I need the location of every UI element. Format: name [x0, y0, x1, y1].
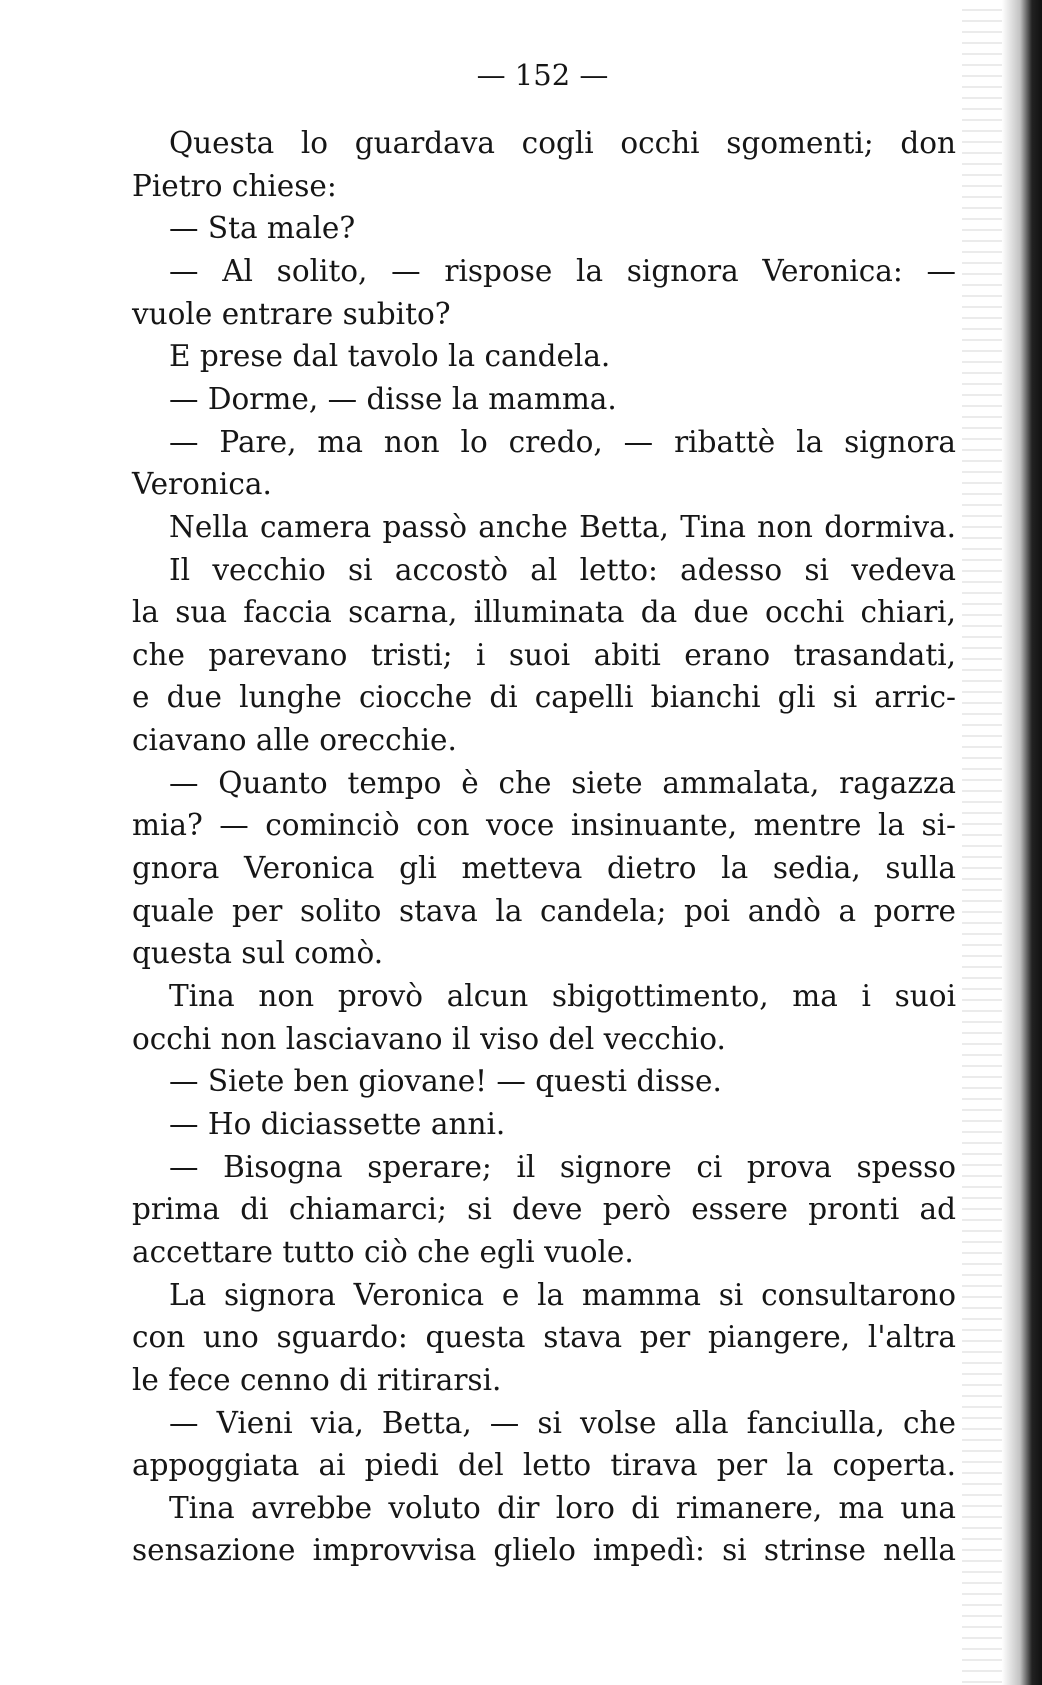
- page-number: — 152 —: [476, 58, 609, 92]
- text-line: gnora Veronica gli metteva dietro la sedia, sulla: [132, 851, 956, 886]
- page-edge-shadow: [962, 0, 1002, 1685]
- text-line: e due lunghe ciocche di capelli bianchi gli si arric-: [132, 680, 956, 715]
- text-line: prima di chiamarci; si deve però essere pronti ad: [132, 1192, 956, 1227]
- text-line: mia? — cominciò con voce insinuante, mentre la si-: [132, 808, 956, 843]
- text-line: La signora Veronica e la mamma si consultarono: [169, 1277, 956, 1312]
- text-line: — Pare, ma non lo credo, — ribattè la signora: [169, 424, 956, 459]
- text-line: vuole entrare subito?: [132, 296, 451, 331]
- text-line: Questa lo guardava cogli occhi sgomenti; don: [169, 126, 956, 160]
- book-binding-shadow: [1002, 0, 1042, 1685]
- text-line: Veronica.: [132, 467, 272, 502]
- text-line: sensazione improvvisa glielo impedì: si strinse nella: [132, 1533, 956, 1568]
- text-line: — Al solito, — rispose la signora Veronica: —: [169, 253, 956, 288]
- text-line: — Dorme, — disse la mamma.: [169, 381, 617, 416]
- text-line: ciavano alle orecchie.: [132, 723, 457, 758]
- text-line: quale per solito stava la candela; poi andò a porre: [132, 893, 956, 928]
- text-line: che parevano tristi; i suoi abiti erano trasandati,: [132, 637, 956, 672]
- text-line: Tina avrebbe voluto dir loro di rimanere, ma una: [169, 1490, 956, 1525]
- text-line: questa sul comò.: [132, 936, 384, 971]
- text-line: — Ho diciassette anni.: [169, 1106, 506, 1141]
- text-line: — Vieni via, Betta, — si volse alla fanciulla, che: [169, 1405, 956, 1440]
- text-line: Pietro chiese:: [132, 168, 337, 203]
- text-line: le fece cenno di ritirarsi.: [132, 1362, 502, 1397]
- text-line: Tina non provò alcun sbigottimento, ma i suoi: [169, 979, 956, 1013]
- text-line: Il vecchio si accostò al letto: adesso si vedeva: [169, 552, 956, 587]
- text-line: — Siete ben giovane! — questi disse.: [169, 1064, 722, 1099]
- text-line: E prese dal tavolo la candela.: [169, 339, 611, 374]
- text-line: — Sta male?: [169, 211, 356, 246]
- text-line: — Quanto tempo è che siete ammalata, ragazza: [169, 765, 956, 800]
- text-line: accettare tutto ciò che egli vuole.: [132, 1234, 634, 1269]
- text-line: la sua faccia scarna, illuminata da due occhi chiari,: [132, 595, 956, 630]
- text-line: — Bisogna sperare; il signore ci prova spesso: [169, 1149, 956, 1184]
- text-line: occhi non lasciavano il viso del vecchio.: [132, 1021, 726, 1056]
- text-line: Nella camera passò anche Betta, Tina non dormiva.: [169, 509, 956, 544]
- text-line: appoggiata ai piedi del letto tirava per la coperta.: [132, 1448, 956, 1483]
- text-line: con uno sguardo: questa stava per piangere, l'altra: [132, 1320, 956, 1355]
